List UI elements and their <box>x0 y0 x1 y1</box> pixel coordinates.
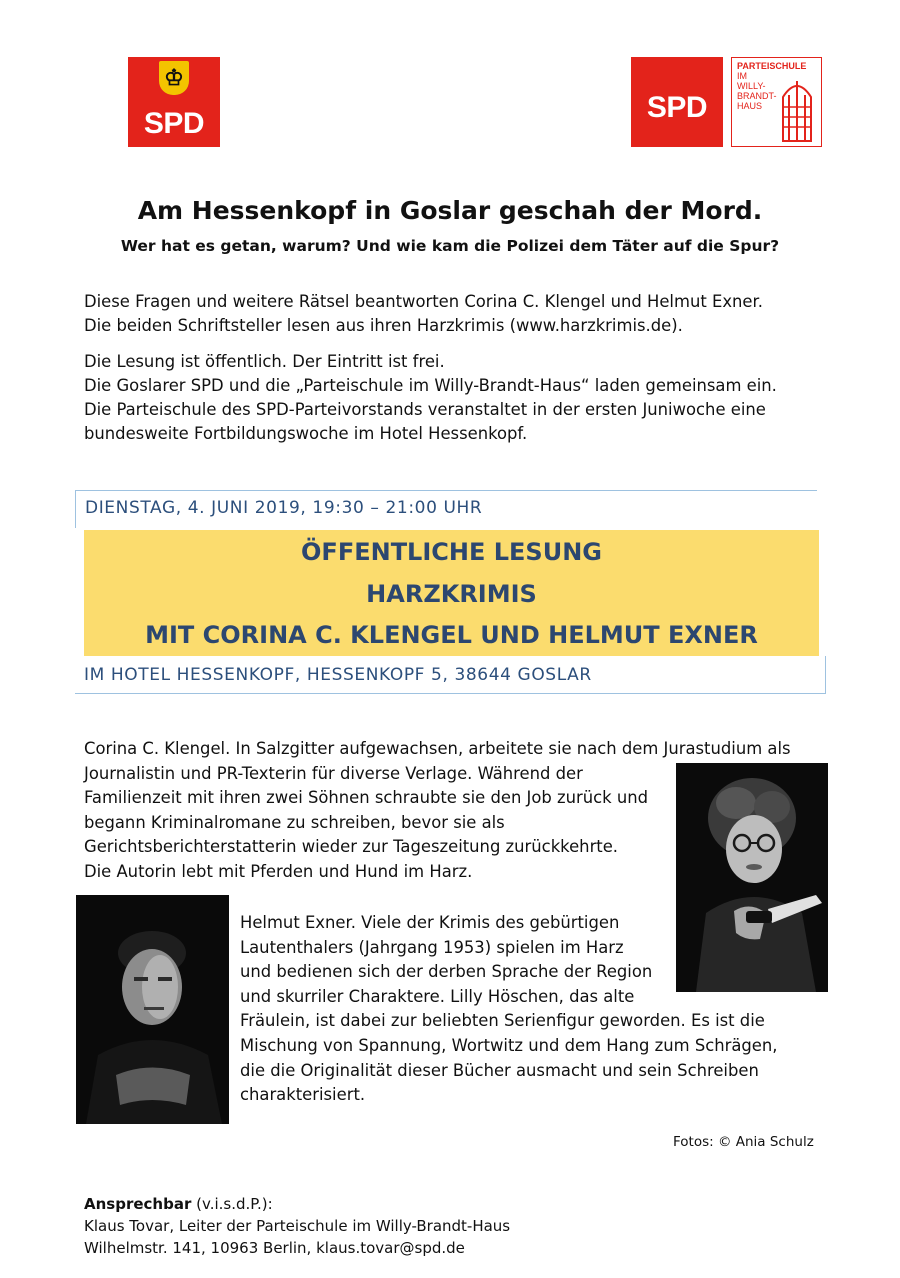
contact-line-1 <box>84 1193 510 1215</box>
event-venue-bar <box>75 656 826 694</box>
bio-line: Gerichtsberichterstatterin wieder zur Tageszeitung zurückkehrte. <box>84 837 619 857</box>
building-icon <box>777 71 817 143</box>
bio-line: Familienzeit mit ihren zwei Söhnen schraubte sie den Job zurück und <box>84 788 649 808</box>
event-venue: IM HOTEL HESSENKOPF, HESSENKOPF 5, 38644 GOSLAR <box>84 665 592 685</box>
bio-line: und skurriler Charaktere. Lilly Höschen, das alte <box>240 986 635 1006</box>
intro-line: Die beiden Schriftsteller lesen aus ihren Harzkrimis (www.harzkrimis.de). <box>84 316 683 335</box>
contact-label: Ansprechbar <box>84 1195 192 1213</box>
page-subtitle: Wer hat es getan, warum? Und wie kam die Polizei dem Täter auf die Spur? <box>120 237 780 255</box>
bio-line: Mischung von Spannung, Wortwitz und dem Hang zum Schrägen, <box>240 1035 778 1055</box>
contact-block <box>84 1193 510 1259</box>
bio-line: die die Originalität dieser Bücher ausmacht und sein Schreiben <box>240 1060 759 1080</box>
parteischule-line-4: HAUS <box>737 101 763 111</box>
intro-line: bundesweite Fortbildungswoche im Hotel Hessenkopf. <box>84 424 528 443</box>
intro-line: Die Parteischule des SPD-Parteivorstands veranstaltet in der ersten Juniwoche eine <box>84 400 766 419</box>
bio-line: Die Autorin lebt mit Pferden und Hund im Harz. <box>84 861 473 881</box>
bio-line: Journalistin und PR-Texterin für diverse Verlage. Während der <box>84 763 583 783</box>
page-title: Am Hessenkopf in Goslar geschah der Mord. <box>137 196 763 225</box>
intro-line: Die Goslarer SPD und die „Parteischule im Willy-Brandt-Haus“ laden gemeinsam ein. <box>84 376 777 395</box>
intro-line: Diese Fragen und weitere Rätsel beantworten Corina C. Klengel und Helmut Exner. <box>84 292 763 311</box>
spd-party-logo <box>631 57 723 147</box>
parteischule-line-3: BRANDT- <box>737 91 777 101</box>
event-headline-line-3: MIT CORINA C. KLENGEL UND HELMUT EXNER <box>145 621 758 649</box>
spd-goslar-logo <box>128 57 220 147</box>
event-headline-line-2: HARZKRIMIS <box>366 580 537 608</box>
event-date: DIENSTAG, 4. JUNI 2019, 19:30 – 21:00 UHR <box>85 498 483 518</box>
bio-exner <box>240 911 778 1108</box>
parteischule-logo-text <box>737 61 807 111</box>
event-date-bar <box>75 490 817 528</box>
intro-paragraph-1 <box>84 290 824 338</box>
bio-line: Helmut Exner. Viele der Krimis des gebürtigen <box>240 913 620 932</box>
bio-line: charakterisiert. <box>240 1085 366 1105</box>
bio-line: Corina C. Klengel. In Salzgitter aufgewachsen, arbeitete sie nach dem Jurastudium als <box>84 739 791 758</box>
spd-logo-text-right: SPD <box>646 91 708 124</box>
event-headline-line-1: ÖFFENTLICHE LESUNG <box>301 538 602 566</box>
photo-exner <box>76 895 229 1124</box>
bio-line: Fräulein, ist dabei zur beliebten Serienfigur geworden. Es ist die <box>240 1011 765 1031</box>
eagle-crest-icon: ♔ <box>159 61 189 95</box>
parteischule-logo <box>731 57 822 147</box>
contact-line-2: Klaus Tovar, Leiter der Parteischule im Willy-Brandt-Haus <box>84 1217 511 1235</box>
spd-logo-text-left: SPD <box>143 107 205 140</box>
photo-credit: Fotos: © Ania Schulz <box>673 1134 814 1150</box>
bio-line: und bedienen sich der derben Sprache der Region <box>240 962 653 982</box>
intro-line: Die Lesung ist öffentlich. Der Eintritt ist frei. <box>84 352 445 371</box>
parteischule-line-2: IM WILLY- <box>737 71 766 91</box>
bio-line: begann Kriminalromane zu schreiben, bevor sie als <box>84 812 505 832</box>
contact-line-3: Wilhelmstr. 141, 10963 Berlin, klaus.tovar@spd.de <box>84 1239 465 1257</box>
event-headline-box <box>84 530 819 656</box>
parteischule-line-1: PARTEISCHULE <box>737 61 807 71</box>
bio-line: Lautenthalers (Jahrgang 1953) spielen im Harz <box>240 937 624 957</box>
contact-label-suffix: (v.i.s.d.P.): <box>191 1195 273 1213</box>
intro-paragraph-2 <box>84 350 824 446</box>
